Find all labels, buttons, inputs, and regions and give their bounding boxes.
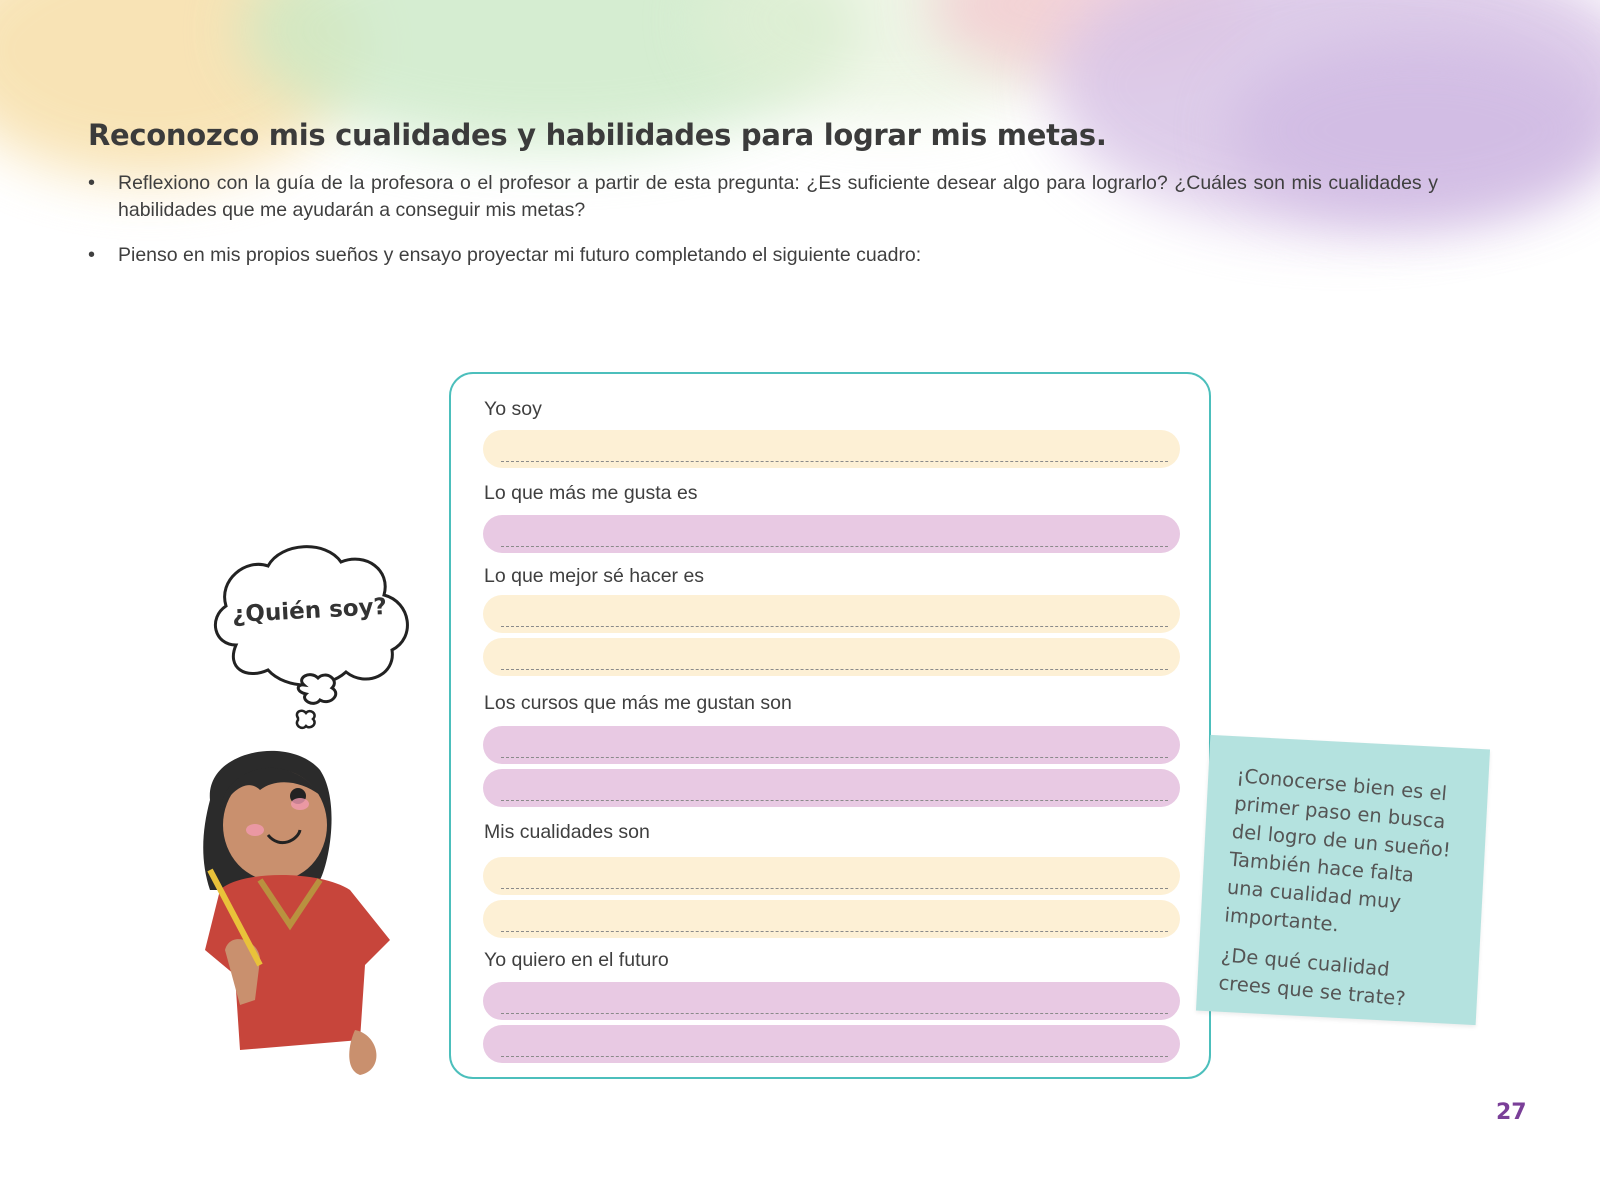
worksheet-label: Lo que mejor sé hacer es (484, 565, 705, 587)
page-number: 27 (1496, 1100, 1527, 1125)
sticky-note-question: ¿De qué cualidad crees que se trate? (1217, 943, 1407, 1011)
worksheet-label: Los cursos que más me gustan son (484, 692, 792, 714)
answer-line[interactable] (483, 726, 1180, 764)
sticky-note-text (1216, 762, 1457, 1028)
answer-line[interactable] (483, 430, 1180, 468)
worksheet-label: Lo que más me gusta es (484, 482, 698, 504)
thought-bubble-text: ¿Quién soy? (231, 593, 388, 629)
worksheet-label: Yo quiero en el futuro (484, 949, 669, 971)
answer-line[interactable] (483, 515, 1180, 553)
answer-line[interactable] (483, 769, 1180, 807)
answer-line[interactable] (483, 1025, 1180, 1063)
answer-line[interactable] (483, 982, 1180, 1020)
instruction-list (88, 170, 1438, 269)
instruction-item: • Reflexiono con la guía de la profesora o el profesor a partir de esta pregunta: ¿Es suficiente desear algo para lograrlo? ¿Cuáles son mis cualidades y habilidades que me ayudarán a conseguir mis metas? (88, 170, 1438, 224)
answer-line[interactable] (483, 857, 1180, 895)
page-title: Reconozco mis cualidades y habilidades para lograr mis metas. (88, 118, 1107, 152)
answer-line[interactable] (483, 900, 1180, 938)
worksheet-label: Yo soy (484, 398, 542, 420)
sticky-note-paragraph: ¡Conocerse bien es el primer paso en busca del logro de un sueño! También hace falta una cualidad muy importante. (1223, 763, 1452, 937)
answer-line[interactable] (483, 638, 1180, 676)
answer-line[interactable] (483, 595, 1180, 633)
instruction-item: • Pienso en mis propios sueños y ensayo proyectar mi futuro completando el siguiente cuadro: (88, 242, 1438, 269)
thought-bubble-icon (206, 540, 418, 740)
girl-illustration-icon (180, 740, 410, 1080)
worksheet-label: Mis cualidades son (484, 821, 650, 843)
